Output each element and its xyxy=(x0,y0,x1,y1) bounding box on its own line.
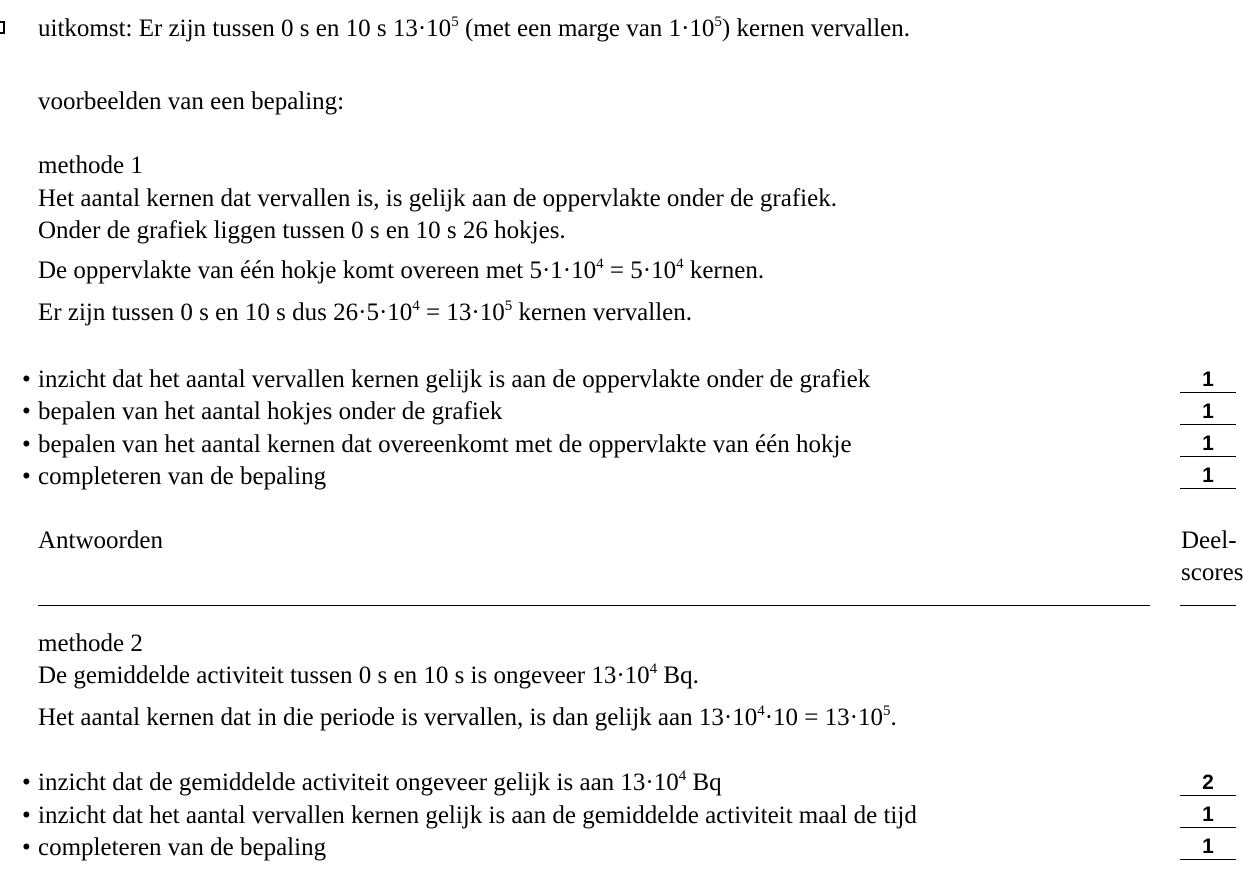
score-value: 1 xyxy=(1180,432,1236,457)
examples-heading: voorbeelden van een bepaling: xyxy=(38,88,345,115)
method-2-line-2-exponent: 4 xyxy=(757,703,765,719)
method-1-title: methode 1 xyxy=(38,152,143,179)
method-2-line-1-unit: Bq. xyxy=(657,662,699,689)
criterion-unit: Bq xyxy=(686,769,722,796)
method-2-line-2-math: 13·10 xyxy=(698,704,758,731)
bullet-icon: • xyxy=(22,463,31,490)
scores-divider xyxy=(1180,605,1236,606)
method-1-line-1: Het aantal kernen dat vervallen is, is gelijk aan de oppervlakte onder de grafiek. xyxy=(38,185,837,212)
score-value: 1 xyxy=(1180,835,1236,860)
answers-header: Antwoorden xyxy=(38,527,163,554)
method-1-criterion xyxy=(22,367,870,392)
uitkomst-margin-value: 1·10 xyxy=(668,15,715,42)
method-2-criterion xyxy=(22,770,722,795)
method-1-line-4-text: Er zijn tussen 0 s en 10 s dus xyxy=(38,299,334,326)
criterion-text: inzicht dat de gemiddelde activiteit ongeveer gelijk is aan xyxy=(38,769,621,796)
method-2-line-1-math: 13·10 xyxy=(591,662,650,689)
score-value: 1 xyxy=(1180,464,1236,489)
method-1-line-4-result: = 13·10 xyxy=(419,299,505,326)
method-1-line-3-text: De oppervlakte van één hokje komt overeen met xyxy=(38,257,530,284)
score-value: 1 xyxy=(1180,803,1236,828)
partial-scores-header-line-2: scores xyxy=(1181,559,1243,586)
method-1-line-4-end: kernen vervallen. xyxy=(512,299,692,326)
criterion-text: inzicht dat het aantal vervallen kernen gelijk is aan de oppervlakte onder de grafiek xyxy=(38,366,871,393)
method-2-criterion xyxy=(22,803,917,828)
method-1-line-3 xyxy=(38,258,764,283)
method-2-title: methode 2 xyxy=(38,630,143,657)
method-1-criterion xyxy=(22,432,852,457)
partial-scores-header-line-1: Deel- xyxy=(1181,527,1237,554)
method-1-line-3-math: 5·1·10 xyxy=(529,257,597,284)
method-1-criterion xyxy=(22,464,326,489)
bullet-icon: • xyxy=(22,398,31,425)
criterion-text: completeren van de bepaling xyxy=(38,834,327,861)
uitkomst-margin-exponent: 5 xyxy=(714,14,722,30)
method-2-line-1-text: De gemiddelde activiteit tussen 0 s en 10 s is ongeveer xyxy=(38,662,592,689)
method-1-line-4-result-exponent: 5 xyxy=(504,298,513,314)
criterion-text: completeren van de bepaling xyxy=(38,463,327,490)
criterion-text: inzicht dat het aantal vervallen kernen gelijk is aan de gemiddelde activiteit maal de tijd xyxy=(38,802,917,829)
criterion-math: 13·10 xyxy=(620,769,679,796)
bullet-icon: • xyxy=(22,834,31,861)
score-value: 1 xyxy=(1180,400,1236,425)
method-1-line-4-math: 26·5·10 xyxy=(333,299,413,326)
method-2-criterion xyxy=(22,835,326,860)
answers-divider xyxy=(38,605,1150,606)
bullet-icon: • xyxy=(22,802,31,829)
uitkomst-exponent: 5 xyxy=(451,14,459,30)
criterion-text: bepalen van het aantal hokjes onder de grafiek xyxy=(38,398,503,425)
method-1-line-3-result-exponent: 4 xyxy=(676,256,684,272)
method-2-line-2-text: Het aantal kernen dat in die periode is vervallen, is dan gelijk aan xyxy=(38,704,699,731)
method-2-line-1-exponent: 4 xyxy=(649,661,658,677)
method-1-line-4-exponent: 4 xyxy=(412,298,420,314)
method-2-line-1 xyxy=(38,663,699,688)
uitkomst-paren: ) xyxy=(721,15,731,42)
criterion-text: bepalen van het aantal kernen dat overeenkomt met de oppervlakte van één hokje xyxy=(38,431,852,458)
uitkomst-line xyxy=(38,16,910,41)
uitkomst-end-text: kernen vervallen. xyxy=(730,15,910,42)
method-2-line-2-end: . xyxy=(890,704,897,731)
method-1-line-4 xyxy=(38,300,692,325)
bullet-icon: • xyxy=(22,431,31,458)
method-1-criterion xyxy=(22,399,502,424)
uitkomst-text: uitkomst: Er zijn tussen 0 s en 10 s xyxy=(38,15,393,42)
uitkomst-margin-text: (met een marge van xyxy=(458,15,669,42)
checkbox-icon xyxy=(0,21,5,34)
method-2-line-2-result-exponent: 5 xyxy=(882,703,891,719)
criterion-exponent: 4 xyxy=(678,768,687,784)
method-1-line-3-end: kernen. xyxy=(683,257,765,284)
uitkomst-value: 13·10 xyxy=(392,15,452,42)
method-2-line-2 xyxy=(38,705,897,730)
method-1-line-3-result: = 5·10 xyxy=(603,257,677,284)
method-1-line-2: Onder de grafiek liggen tussen 0 s en 10 s 26 hokjes. xyxy=(38,217,566,244)
score-value: 1 xyxy=(1180,368,1236,393)
method-2-line-2-result: ·10 = 13·10 xyxy=(764,704,883,731)
score-value: 2 xyxy=(1180,771,1236,796)
bullet-icon: • xyxy=(22,366,31,393)
bullet-icon: • xyxy=(22,769,31,796)
method-1-line-3-exponent: 4 xyxy=(596,256,604,272)
